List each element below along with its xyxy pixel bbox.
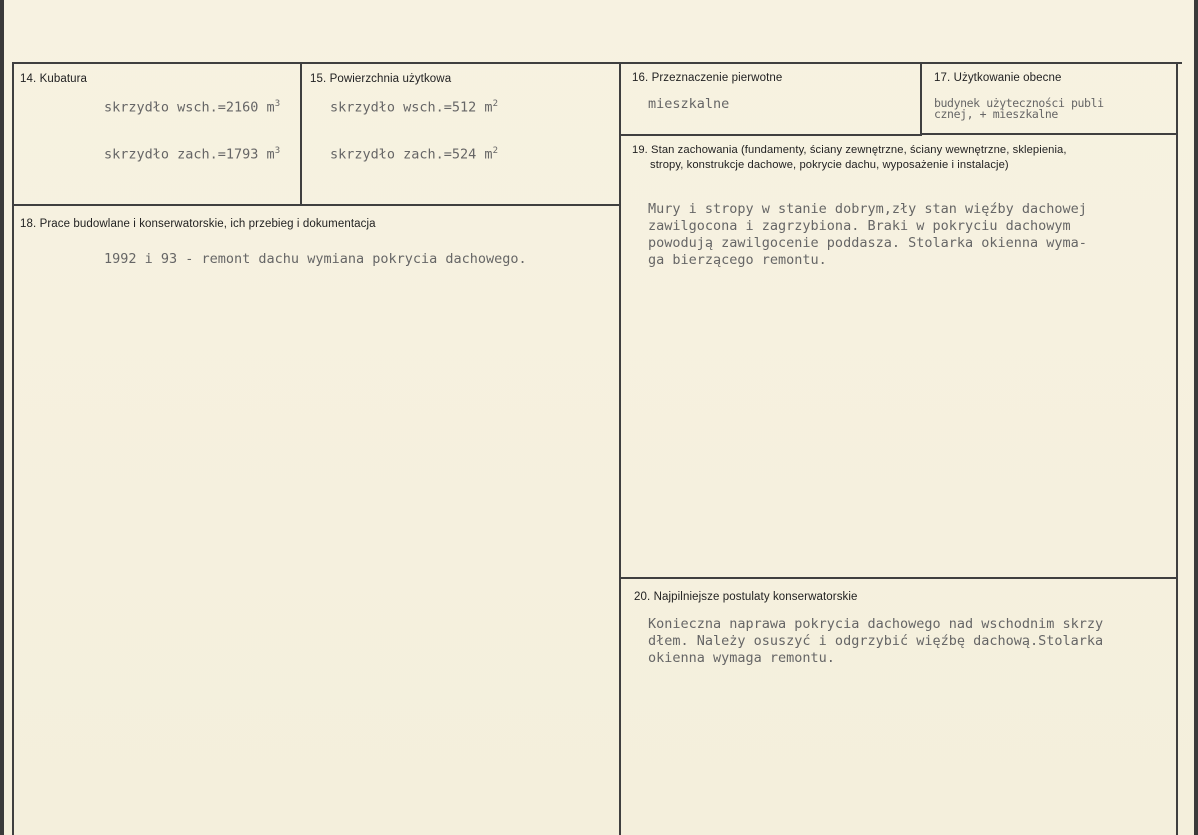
kubatura-east-value: skrzydło wsch.=2160 m [104,99,275,116]
field-16-label: 16. Przeznaczenie pierwotne [632,72,783,84]
scan-edge-right [1194,0,1198,835]
rule-under-14-15 [12,204,620,206]
field-19-label-line-2: stropy, konstrukcje dachowe, pokrycie dachu, wyposażenie i instalacje) [650,159,1009,171]
przeznaczenie-value: mieszkalne [648,96,730,112]
scan-edge-left [0,0,4,835]
rule-above-20 [620,577,1178,579]
center-rule [619,62,621,835]
stan-line-2: zawilgocona i zagrzybiona. Braki w pokryciu dachowym [648,218,1071,234]
postulaty-line-3: okienna wymaga remontu. [648,650,835,666]
top-rule [12,62,1182,64]
uzytkowanie-line-2: cznej, + mieszkalne [934,107,1058,121]
stan-line-1: Mury i stropy w stanie dobrym,zły stan więźby dachowej [648,201,1087,217]
kubatura-west-value: skrzydło zach.=1793 m [104,146,275,163]
postulaty-line-1: Konieczna naprawa pokrycia dachowego nad wschodnim skrzy [648,616,1104,632]
stan-line-3: powodują zawilgocenie poddasza. Stolarka okienna wyma- [648,235,1087,251]
powierzchnia-east-unit-exp: 2 [492,99,498,109]
powierzchnia-east-wing [330,96,498,117]
left-rule [12,62,14,835]
kubatura-east-wing [104,96,280,117]
kubatura-west-wing [104,143,280,164]
rule-under-17 [922,133,1178,135]
powierzchnia-west-value: skrzydło zach.=524 m [330,146,493,163]
field-14-label: 14. Kubatura [20,73,88,85]
kubatura-east-unit-exp: 3 [274,99,281,109]
stan-line-4: ga bierzącego remontu. [648,252,827,268]
field-19-label-line-1: 19. Stan zachowania (fundamenty, ściany zewnętrzne, ściany wewnętrzne, sklepienia, [632,144,1067,156]
uzytkowanie-line-1: budynek użyteczności publi [934,96,1104,110]
postulaty-line-2: dłem. Należy osuszyć i odgrzybić więźbę dachową.Stolarka [648,633,1104,649]
field-15-label: 15. Powierzchnia użytkowa [310,73,452,85]
powierzchnia-west-unit-exp: 2 [492,146,498,156]
kubatura-west-unit-exp: 3 [274,146,281,156]
right-rule [1176,62,1178,835]
prace-value: 1992 i 93 - remont dachu wymiana pokrycia dachowego. [104,251,527,267]
powierzchnia-west-wing [330,143,498,164]
powierzchnia-east-value: skrzydło wsch.=512 m [330,99,493,116]
rule-14-15 [300,62,302,205]
field-17-label: 17. Użytkowanie obecne [934,72,1062,84]
field-18-label: 18. Prace budowlane i konserwatorskie, ich przebieg i dokumentacja [20,218,376,230]
rule-16-17 [920,62,922,135]
field-20-label: 20. Najpilniejsze postulaty konserwatorskie [634,591,858,603]
rule-under-16 [620,134,922,136]
